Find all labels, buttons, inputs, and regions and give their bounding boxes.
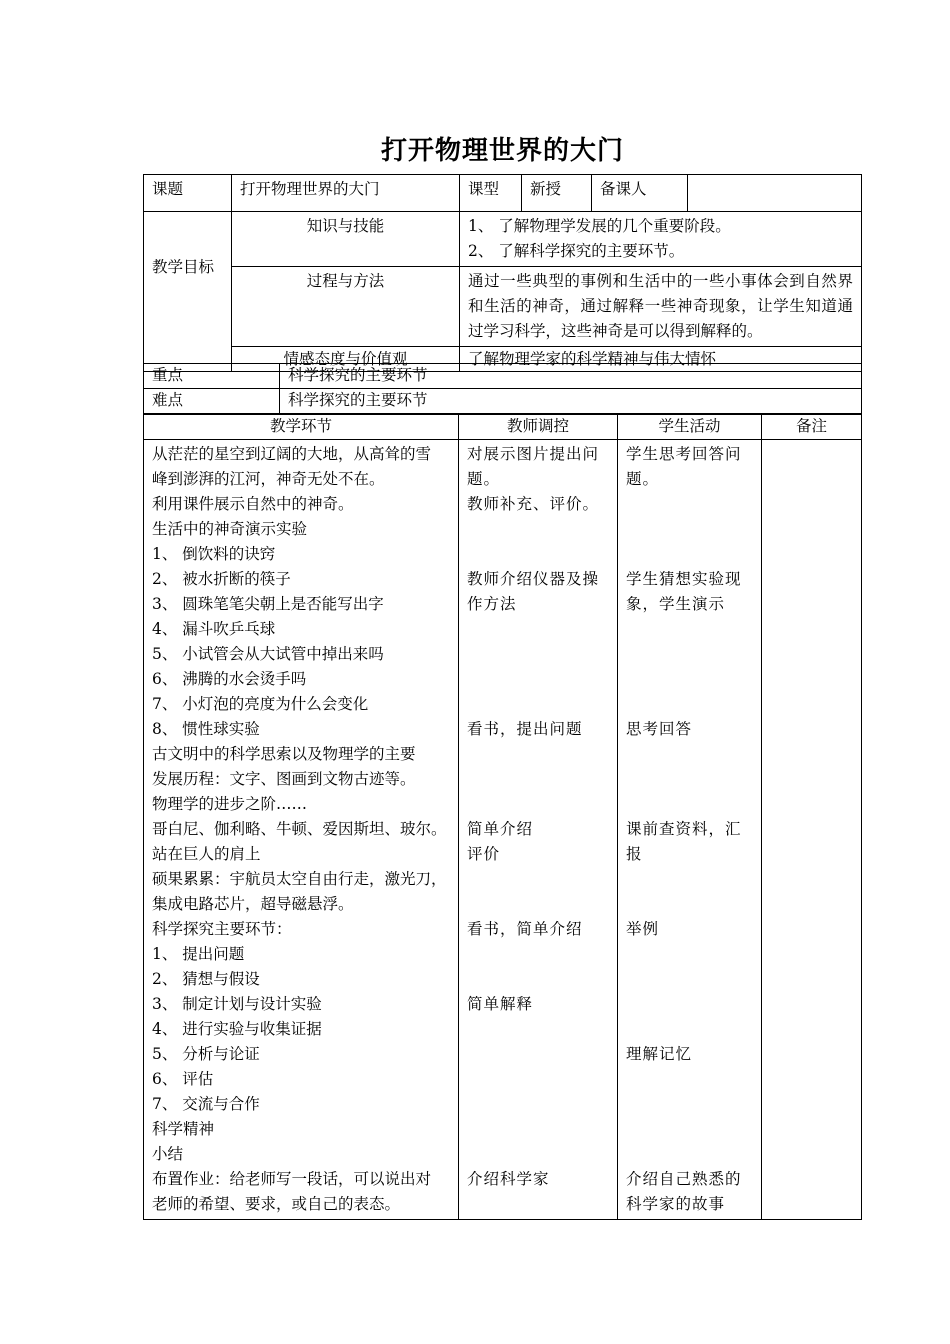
step-line: 3、 圆珠笔笔尖朝上是否能写出字 xyxy=(152,595,384,613)
teacher-line: 简单解释 xyxy=(467,995,534,1013)
knowledge-line: 1、 了解物理学发展的几个重要阶段。 xyxy=(468,217,731,235)
step-line: 1、 倒饮料的诀窍 xyxy=(152,545,276,563)
knowledge-label: 知识与技能 xyxy=(232,212,460,267)
type-label: 课型 xyxy=(460,175,522,212)
student-line: 介绍自己熟悉的 xyxy=(626,1170,742,1188)
teacher-line: 介绍科学家 xyxy=(467,1170,550,1188)
teacher-line: 看书，提出问题 xyxy=(467,720,583,738)
teacher-line: 题。 xyxy=(467,470,501,488)
teacher-cell xyxy=(459,440,618,1220)
teacher-line: 评价 xyxy=(467,845,501,863)
student-line xyxy=(626,992,753,1017)
step-line: 7、 交流与合作 xyxy=(152,1095,260,1113)
step-line: 布置作业：给老师写一段话，可以说出对 xyxy=(152,1170,432,1188)
teacher-line xyxy=(467,1017,609,1042)
teacher-line xyxy=(467,942,609,967)
objectives-label: 教学目标 xyxy=(144,212,232,372)
teacher-line xyxy=(467,617,609,642)
key-point-label: 重点 xyxy=(144,364,280,389)
step-line: 科学精神 xyxy=(152,1120,215,1138)
student-line xyxy=(626,1142,753,1167)
student-line xyxy=(626,1117,753,1142)
student-line: 报 xyxy=(626,845,643,863)
teacher-line xyxy=(467,742,609,767)
step-line: 6、 评估 xyxy=(152,1070,214,1088)
step-line: 利用课件展示自然中的神奇。 xyxy=(152,495,354,513)
student-line xyxy=(626,767,753,792)
student-line xyxy=(626,517,753,542)
column-header-steps: 教学环节 xyxy=(144,415,459,440)
knowledge-content xyxy=(460,212,862,267)
step-line: 5、 小试管会从大试管中掉出来吗 xyxy=(152,645,384,663)
teacher-line xyxy=(467,542,609,567)
student-line xyxy=(626,1067,753,1092)
step-line: 4、 漏斗吹乒乓球 xyxy=(152,620,276,638)
step-line: 从茫茫的星空到辽阔的大地，从高耸的雪 xyxy=(152,445,432,463)
student-line: 理解记忆 xyxy=(626,1045,693,1063)
student-line xyxy=(626,642,753,667)
student-line xyxy=(626,742,753,767)
teacher-line xyxy=(467,892,609,917)
student-line xyxy=(626,892,753,917)
teacher-line xyxy=(467,1142,609,1167)
process-label: 过程与方法 xyxy=(232,267,460,347)
teacher-line xyxy=(467,1042,609,1067)
step-line: 2、 被水折断的筷子 xyxy=(152,570,291,588)
step-line: 发展历程：文字、图画到文物古迹等。 xyxy=(152,770,416,788)
step-line: 物理学的进步之阶…… xyxy=(152,795,308,813)
student-cell xyxy=(618,440,762,1220)
step-line: 站在巨人的肩上 xyxy=(152,845,261,863)
student-line: 举例 xyxy=(626,920,660,938)
steps-cell xyxy=(144,440,459,1220)
step-line: 8、 惯性球实验 xyxy=(152,720,260,738)
student-line: 学生思考回答问 xyxy=(626,445,742,463)
student-line xyxy=(626,667,753,692)
teacher-line: 作方法 xyxy=(467,595,517,613)
teacher-line: 简单介绍 xyxy=(467,820,534,838)
emotion-content: 了解物理学家的科学精神与伟大情怀 xyxy=(460,347,862,372)
column-header-student: 学生活动 xyxy=(618,415,762,440)
teacher-line xyxy=(467,967,609,992)
teacher-line: 对展示图片提出问 xyxy=(467,445,600,463)
student-line xyxy=(626,942,753,967)
type-value: 新授 xyxy=(522,175,592,212)
teacher-line xyxy=(467,767,609,792)
step-line: 7、 小灯泡的亮度为什么会变化 xyxy=(152,695,369,713)
key-point-value: 科学探究的主要环节 xyxy=(280,364,862,389)
student-line xyxy=(626,692,753,717)
teacher-line xyxy=(467,1192,609,1217)
preparer-label: 备课人 xyxy=(592,175,688,212)
step-line: 2、 猜想与假设 xyxy=(152,970,260,988)
step-line: 硕果累累：宇航员太空自由行走，激光刀， xyxy=(152,870,447,888)
student-line xyxy=(626,967,753,992)
teacher-line: 教师补充、评价。 xyxy=(467,495,600,513)
page-title: 打开物理世界的大门 xyxy=(380,136,624,166)
teacher-line xyxy=(467,1117,609,1142)
step-line: 小结 xyxy=(152,1145,184,1163)
teacher-line xyxy=(467,792,609,817)
step-line: 峰到澎湃的江河，神奇无处不在。 xyxy=(152,470,385,488)
key-points-table xyxy=(143,363,862,414)
difficult-point-value: 科学探究的主要环节 xyxy=(280,389,862,414)
step-line: 古文明中的科学思索以及物理学的主要 xyxy=(152,745,416,763)
step-line: 6、 沸腾的水会烫手吗 xyxy=(152,670,307,688)
step-line: 4、 进行实验与收集证据 xyxy=(152,1020,322,1038)
student-line xyxy=(626,867,753,892)
student-line xyxy=(626,1092,753,1117)
step-line: 老师的希望、要求，或自己的表态。 xyxy=(152,1195,401,1213)
course-label: 课题 xyxy=(144,175,232,212)
student-line: 科学家的故事 xyxy=(626,1195,726,1213)
student-line xyxy=(626,542,753,567)
teacher-line xyxy=(467,667,609,692)
knowledge-line: 2、 了解科学探究的主要环节。 xyxy=(468,242,685,260)
column-header-teacher: 教师调控 xyxy=(459,415,618,440)
teacher-line xyxy=(467,1092,609,1117)
teacher-line: 教师介绍仪器及操 xyxy=(467,570,600,588)
student-line: 象，学生演示 xyxy=(626,595,726,613)
teacher-line: 看书，简单介绍 xyxy=(467,920,583,938)
remarks-cell xyxy=(762,440,862,1220)
teacher-line xyxy=(467,692,609,717)
course-value: 打开物理世界的大门 xyxy=(232,175,460,212)
step-line: 1、 提出问题 xyxy=(152,945,245,963)
step-line: 科学探究主要环节： xyxy=(152,920,292,938)
student-line xyxy=(626,792,753,817)
teacher-line xyxy=(467,1067,609,1092)
student-line: 思考回答 xyxy=(626,720,693,738)
step-line: 3、 制定计划与设计实验 xyxy=(152,995,322,1013)
student-line xyxy=(626,617,753,642)
teacher-line xyxy=(467,517,609,542)
teaching-process-table xyxy=(143,414,862,1220)
student-line xyxy=(626,492,753,517)
preparer-value xyxy=(688,175,862,212)
teacher-line xyxy=(467,867,609,892)
step-line: 哥白尼、伽利略、牛顿、爱因斯坦、玻尔。 xyxy=(152,820,447,838)
process-content: 通过一些典型的事例和生活中的一些小事体会到自然界和生活的神奇，通过解释一些神奇现象，让学生知道通过学习科学，这些神奇是可以得到解释的。 xyxy=(460,267,862,347)
student-line: 课前查资料，汇 xyxy=(626,820,742,838)
student-line: 学生猜想实验现 xyxy=(626,570,742,588)
lesson-header-table xyxy=(143,174,862,372)
difficult-point-label: 难点 xyxy=(144,389,280,414)
step-line: 5、 分析与论证 xyxy=(152,1045,260,1063)
column-header-remarks: 备注 xyxy=(762,415,862,440)
step-line: 生活中的神奇演示实验 xyxy=(152,520,308,538)
teacher-line xyxy=(467,642,609,667)
student-line xyxy=(626,1017,753,1042)
emotion-label: 情感态度与价值观 xyxy=(232,347,460,372)
step-line: 集成电路芯片，超导磁悬浮。 xyxy=(152,895,354,913)
student-line: 题。 xyxy=(626,470,660,488)
